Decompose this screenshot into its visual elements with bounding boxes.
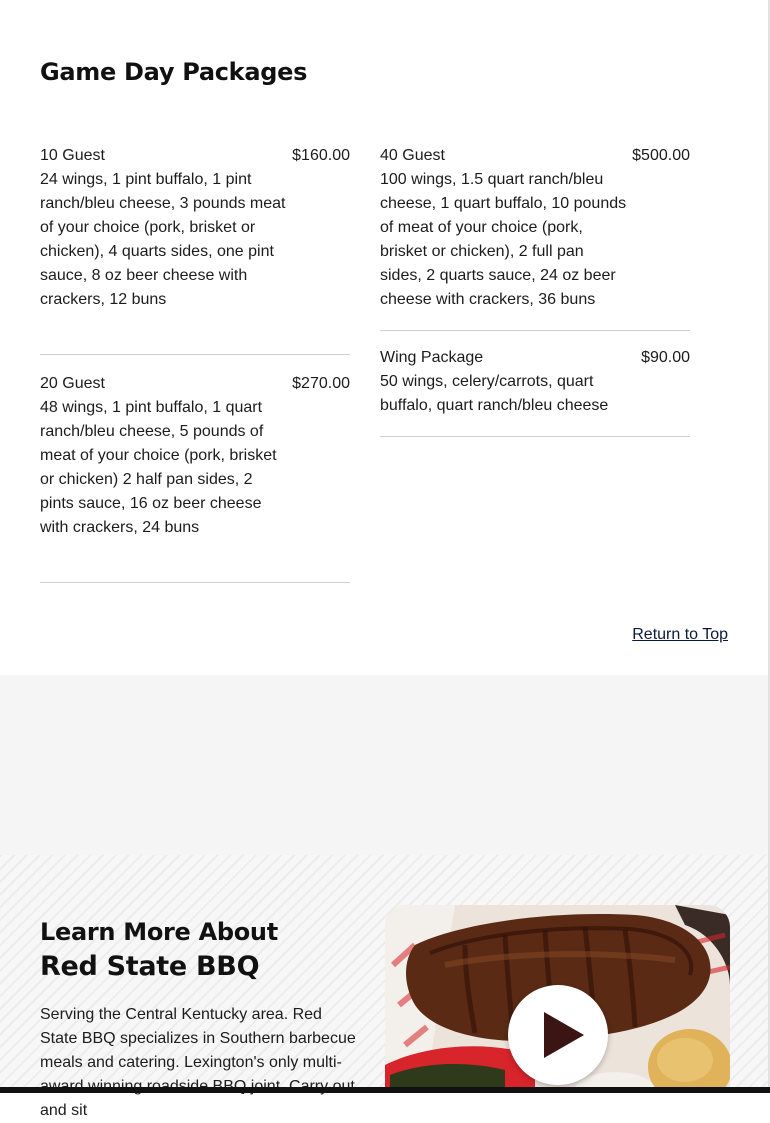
menu-item-description: 50 wings, celery/carrots, quart buffalo, quart ranch/bleu cheese [380,373,609,414]
bottom-bar [0,1087,770,1093]
learn-more-heading [40,917,278,987]
menu-item-name: 40 Guest [380,147,445,164]
menu-item-wing-package [380,331,690,436]
menu-item-price: $160.00 [292,147,350,164]
about-text: Serving the Central Kentucky area. Red State BBQ specializes in Southern barbecue meals and catering. Lexington's only multi- and sit [40,1006,356,1119]
spacer-band [0,675,768,855]
menu-item-20-guest [40,355,350,582]
menu-item-10-guest [40,144,350,354]
video-card[interactable] [385,905,730,1093]
play-icon [544,1012,584,1058]
divider [380,436,690,437]
section-title: Game Day Packages [40,58,308,86]
heading-line-1: Learn More About [40,918,278,946]
menu-item-40-guest [380,144,690,330]
menu-column-left [40,144,350,583]
menu-item-price: $270.00 [292,375,350,392]
menu-item-price: $500.00 [632,147,690,164]
menu-item-name: 20 Guest [40,375,105,392]
menu-item-description: 24 wings, 1 pint buffalo, 1 pint ranch/bleu cheese, 3 pounds meat of your choice (pork, brisket or chicken), 4 quarts sides, one pint sauce, 8 oz beer cheese with crackers, 12 buns [40,171,286,308]
heading-line-2: Red State BBQ [40,951,260,982]
play-button[interactable] [508,985,608,1085]
menu-item-description: 100 wings, 1.5 quart ranch/bleu cheese, 1 quart buffalo, 10 pounds of meat of your choice (pork, brisket or chicken), 2 full pan sides, 2 quarts sauce, 24 oz beer cheese with crackers, 36 buns [380,171,627,308]
menu-item-price: $90.00 [641,349,690,366]
menu-item-description: 48 wings, 1 pint buffalo, 1 quart ranch/bleu cheese, 5 pounds of meat of your choice (pork, brisket or chicken) 2 half pan sides, 2 pints sauce, 16 oz beer cheese with crackers, 24 buns [40,399,277,536]
menu-column-right [380,144,690,437]
menu-item-name: 10 Guest [40,147,105,164]
divider [40,582,350,583]
return-to-top-link[interactable]: Return to Top [632,626,728,643]
menu-item-name: Wing Package [380,349,484,366]
